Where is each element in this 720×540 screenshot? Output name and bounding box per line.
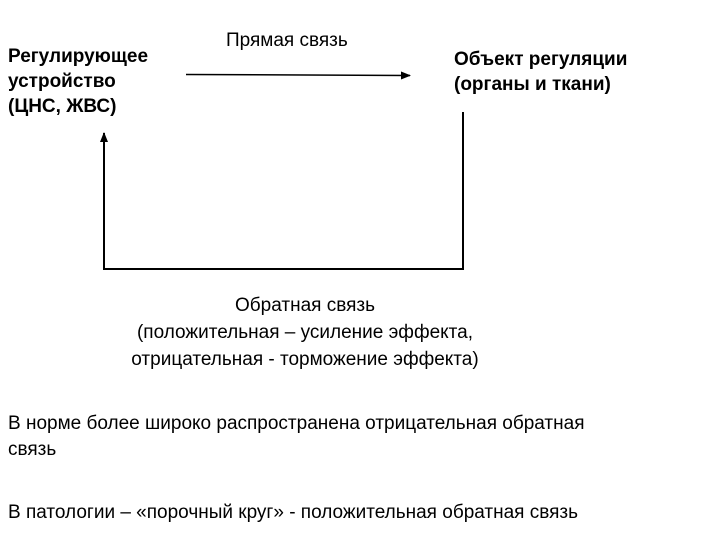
pathology-note: В патологии – «порочный круг» - положительная обратная связь [8, 502, 579, 523]
regulator-label-line3: (ЦНС, ЖВС) [8, 96, 117, 117]
norm-note-line1: В норме более широко распространена отрицательная обратная [8, 413, 585, 434]
feedback-loop-arrow [104, 112, 463, 269]
regulator-label-line1: Регулирующее [8, 46, 149, 67]
regulator-label-line2: устройство [8, 71, 116, 92]
target-label-line1: Объект регуляции [454, 49, 628, 70]
feedback-label [90, 292, 520, 373]
feedback-label-line1: Обратная связь [235, 295, 375, 316]
norm-note-line2: связь [8, 439, 57, 460]
norm-note [8, 411, 708, 463]
target-label-line2: (органы и ткани) [454, 74, 611, 95]
direct-link-label: Прямая связь [226, 30, 348, 51]
feedback-label-line2: (положительная – усиление эффекта, [136, 322, 474, 343]
feedback-label-line3: отрицательная - торможение эффекта) [131, 349, 479, 370]
direct-link-arrow [186, 75, 410, 76]
